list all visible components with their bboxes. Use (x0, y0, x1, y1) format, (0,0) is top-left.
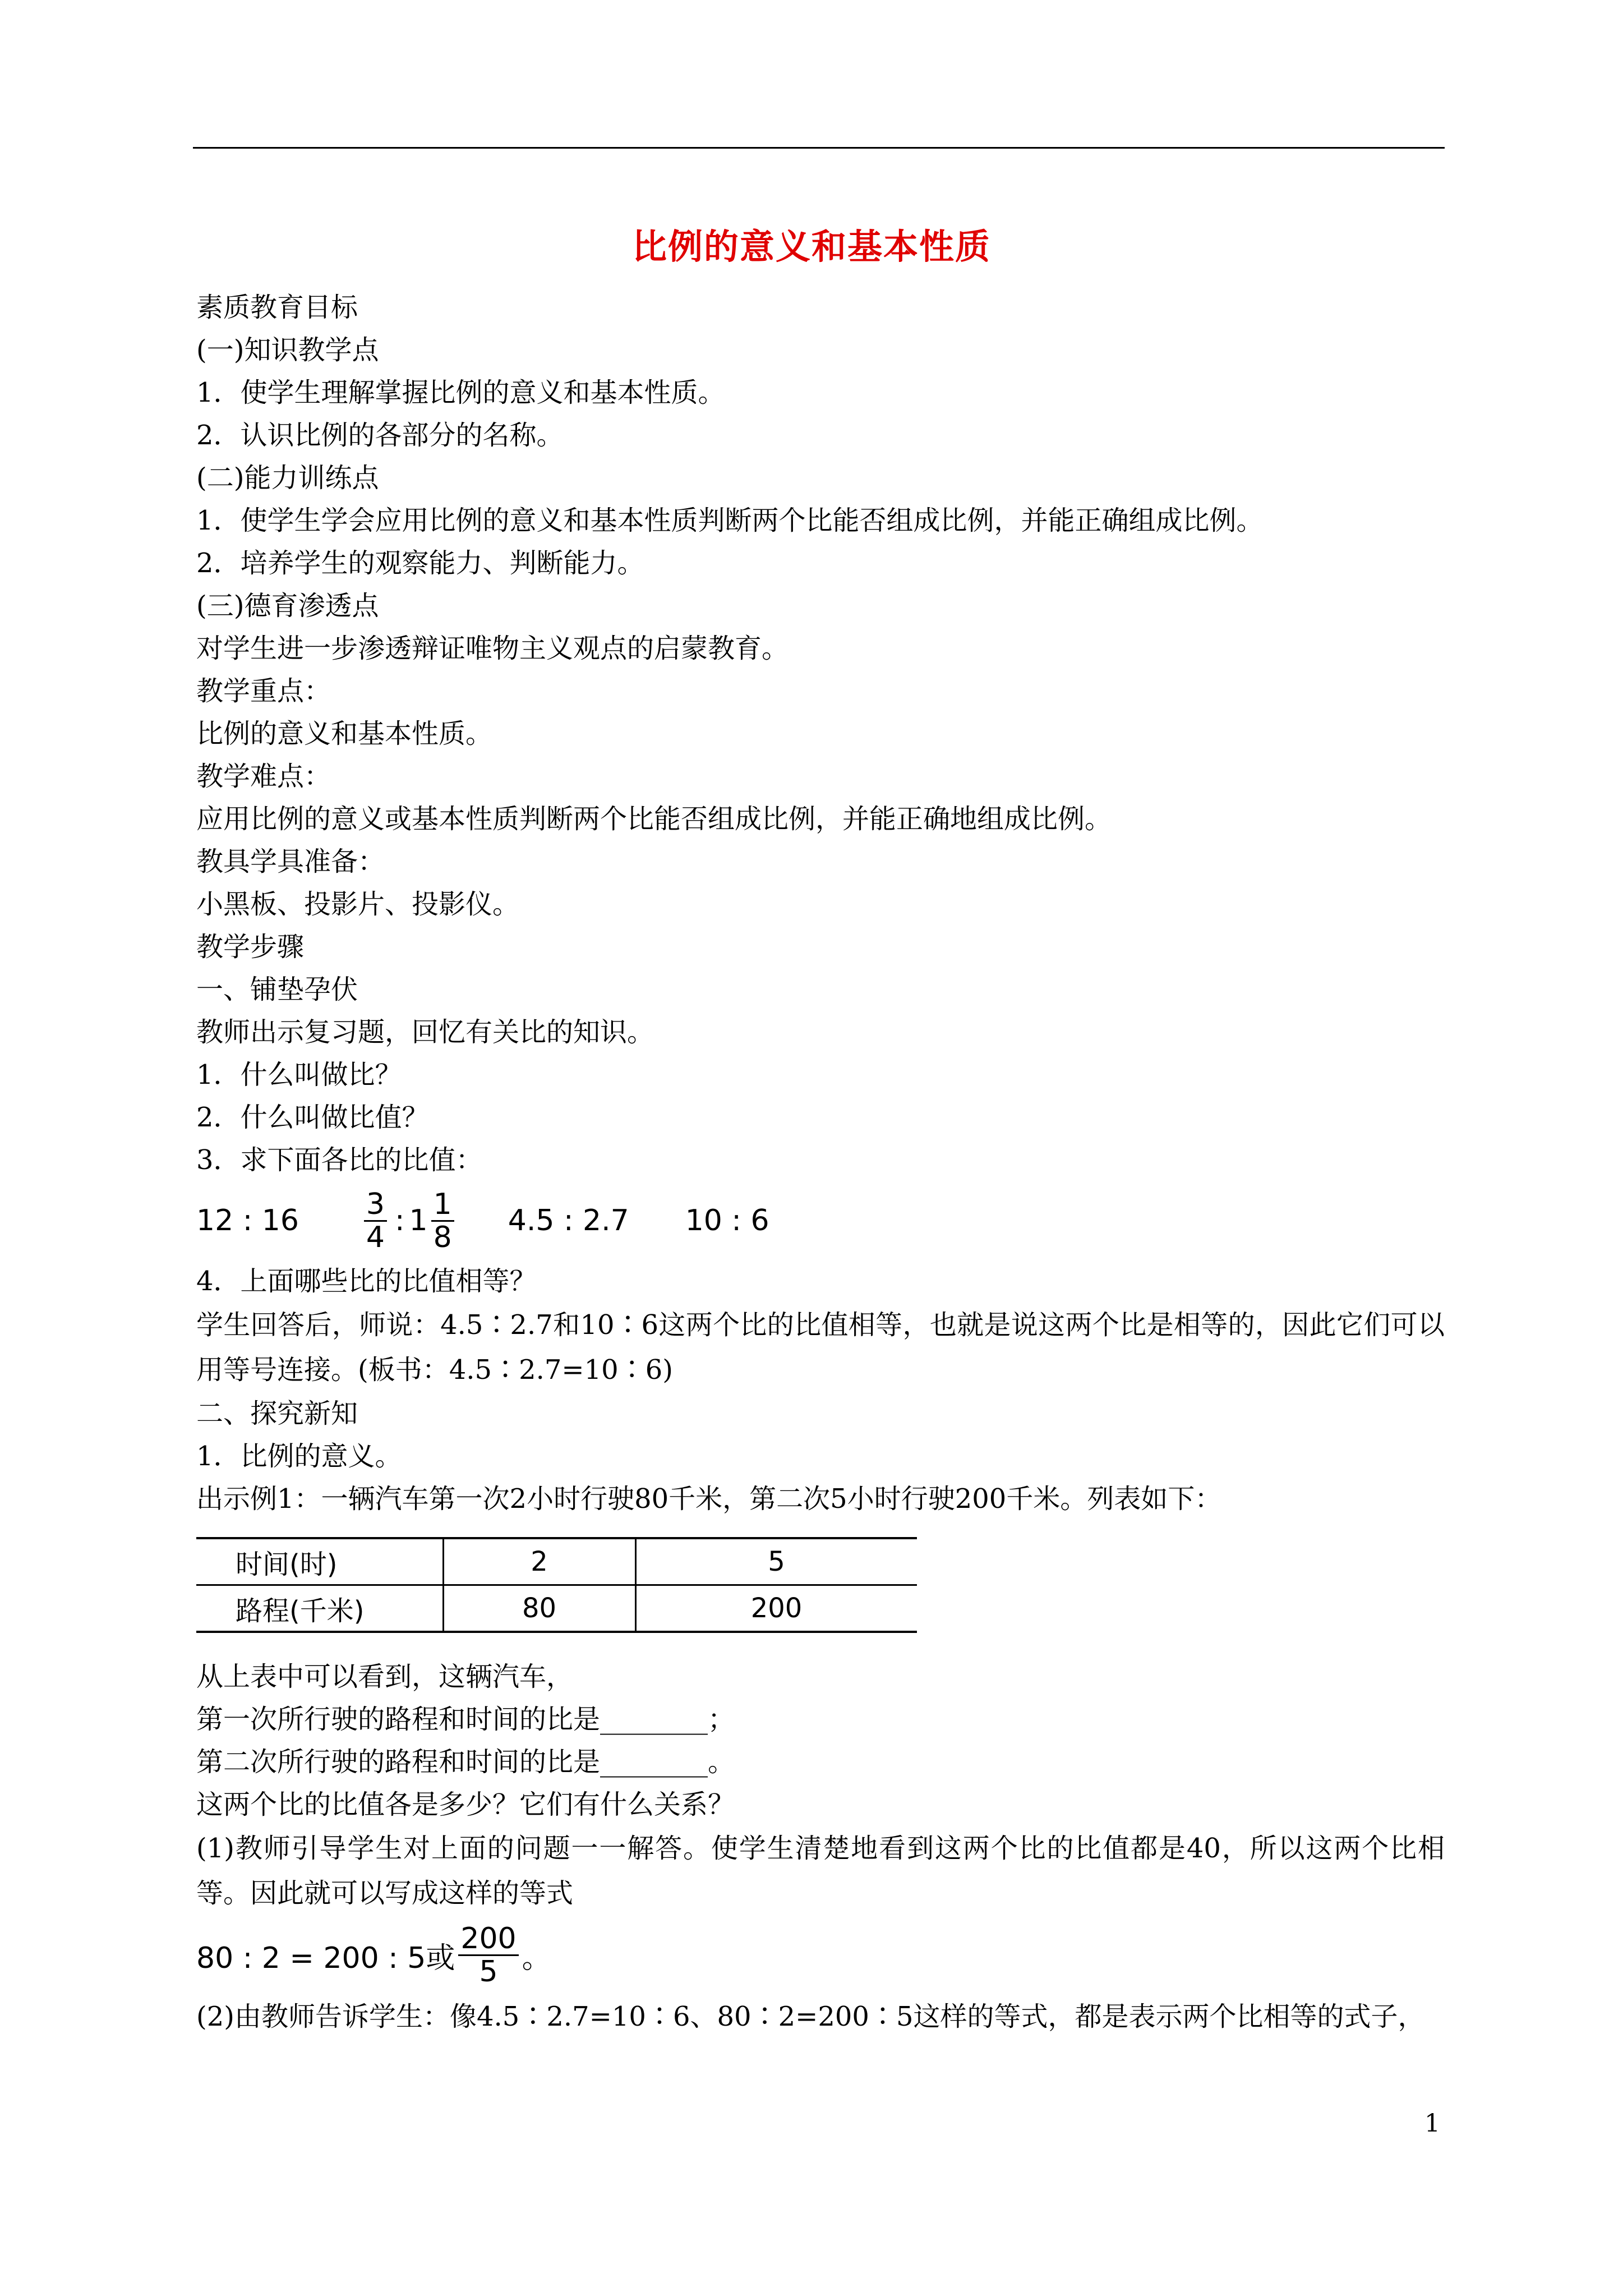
text-line: 教学重点： (196, 675, 331, 707)
definition-paragraph: (2)由教师告诉学生：像4.5∶2.7=10∶6、80∶2=200∶5这样的等式，都是表示两个比相等的式子， (196, 2001, 1425, 2032)
text-line: (二)能力训练点 (196, 462, 379, 494)
ratio-fraction: $\frac{3}{4}$ : 1 $\frac{1}{8}$ (361, 1189, 458, 1253)
text-line: 教学步骤 (196, 931, 305, 963)
ratio-10-6: 10 : 6 (685, 1204, 769, 1237)
text-line: 应用比例的意义或基本性质判断两个比能否组成比例，并能正确地组成比例。 (196, 803, 1112, 835)
explore-block (196, 1392, 1445, 1520)
text-line: 1．使学生理解掌握比例的意义和基本性质。 (196, 377, 725, 408)
text-line: 二、探究新知 (196, 1398, 358, 1429)
fraction-200-5: $\frac{200}{5}$ (458, 1923, 518, 1987)
text-line: 对学生进一步渗透辩证唯物主义观点的启蒙教育。 (196, 633, 789, 664)
ratio-12-16: 12 : 16 (196, 1204, 299, 1237)
answer-paragraph: 学生回答后，师说：4.5∶2.7和10∶6这两个比的比值相等，也就是说这两个比是相等的，因此它们可以用等号连接。(板书：4.5∶2.7=10∶6) (196, 1309, 1445, 1386)
text-line: 出示例1：一辆汽车第一次2小时行驶80千米，第二次5小时行驶200千米。列表如下： (196, 1483, 1222, 1515)
explanation-paragraph: (1)教师引导学生对上面的问题一一解答。使学生清楚地看到这两个比的比值都是40，所以这两个比相等。因此就可以写成这样的等式 (196, 1833, 1445, 1909)
page-number: 1 (1424, 2109, 1440, 2138)
text-line: 素质教育目标 (196, 292, 358, 323)
observation-block (196, 1655, 1445, 1826)
table-row: 时间(时) 2 5 (196, 1538, 917, 1585)
text-line: 2．什么叫做比值？ (196, 1102, 429, 1133)
text-line: 教具学具准备： (196, 846, 385, 877)
text-line: 这两个比的比值各是多少？它们有什么关系？ (196, 1789, 735, 1820)
text-line: 第二次所行驶的路程和时间的比是________。 (196, 1746, 735, 1778)
text-line: 3．求下面各比的比值： (196, 1144, 483, 1176)
text-line: 比例的意义和基本性质。 (196, 718, 493, 749)
text-line: 1．比例的意义。 (196, 1441, 402, 1472)
document-body (196, 286, 1445, 2039)
text-line: 4．上面哪些比的比值相等？ (196, 1266, 537, 1297)
header-rule (193, 147, 1445, 149)
objectives-block (196, 286, 1445, 1181)
text-line: 第一次所行驶的路程和时间的比是________； (196, 1704, 735, 1735)
ratio-4-5-2-7: 4.5 : 2.7 (508, 1204, 629, 1237)
document-title: 比例的意义和基本性质 (631, 226, 991, 267)
equation-line: 80 : 2 = 200 : 5或 $\frac{200}{5}$ 。 (196, 1921, 551, 1989)
text-line: 1．使学生学会应用比例的意义和基本性质判断两个比能否组成比例，并能正确组成比例。 (196, 505, 1264, 536)
text-line: 一、铺垫孕伏 (196, 974, 358, 1005)
text-line: 教学难点： (196, 761, 331, 792)
question-block (196, 1260, 1445, 1303)
data-table (196, 1537, 917, 1633)
text-line: 1．什么叫做比？ (196, 1059, 402, 1091)
fraction-three-quarters: $\frac{3}{4}$ (364, 1189, 387, 1253)
fraction-one-eighth: $\frac{1}{8}$ (431, 1189, 454, 1253)
text-line: 2．培养学生的观察能力、判断能力。 (196, 547, 644, 579)
text-line: 2．认识比例的各部分的名称。 (196, 420, 564, 451)
text-line: 小黑板、投影片、投影仪。 (196, 889, 520, 920)
table-row: 路程(千米) 80 200 (196, 1585, 917, 1632)
text-line: (一)知识教学点 (196, 334, 379, 366)
ratio-examples (196, 1181, 1445, 1260)
text-line: 从上表中可以看到，这辆汽车， (196, 1661, 574, 1692)
text-line: (三)德育渗透点 (196, 590, 379, 622)
text-line: 教师出示复习题，回忆有关比的知识。 (196, 1016, 654, 1048)
